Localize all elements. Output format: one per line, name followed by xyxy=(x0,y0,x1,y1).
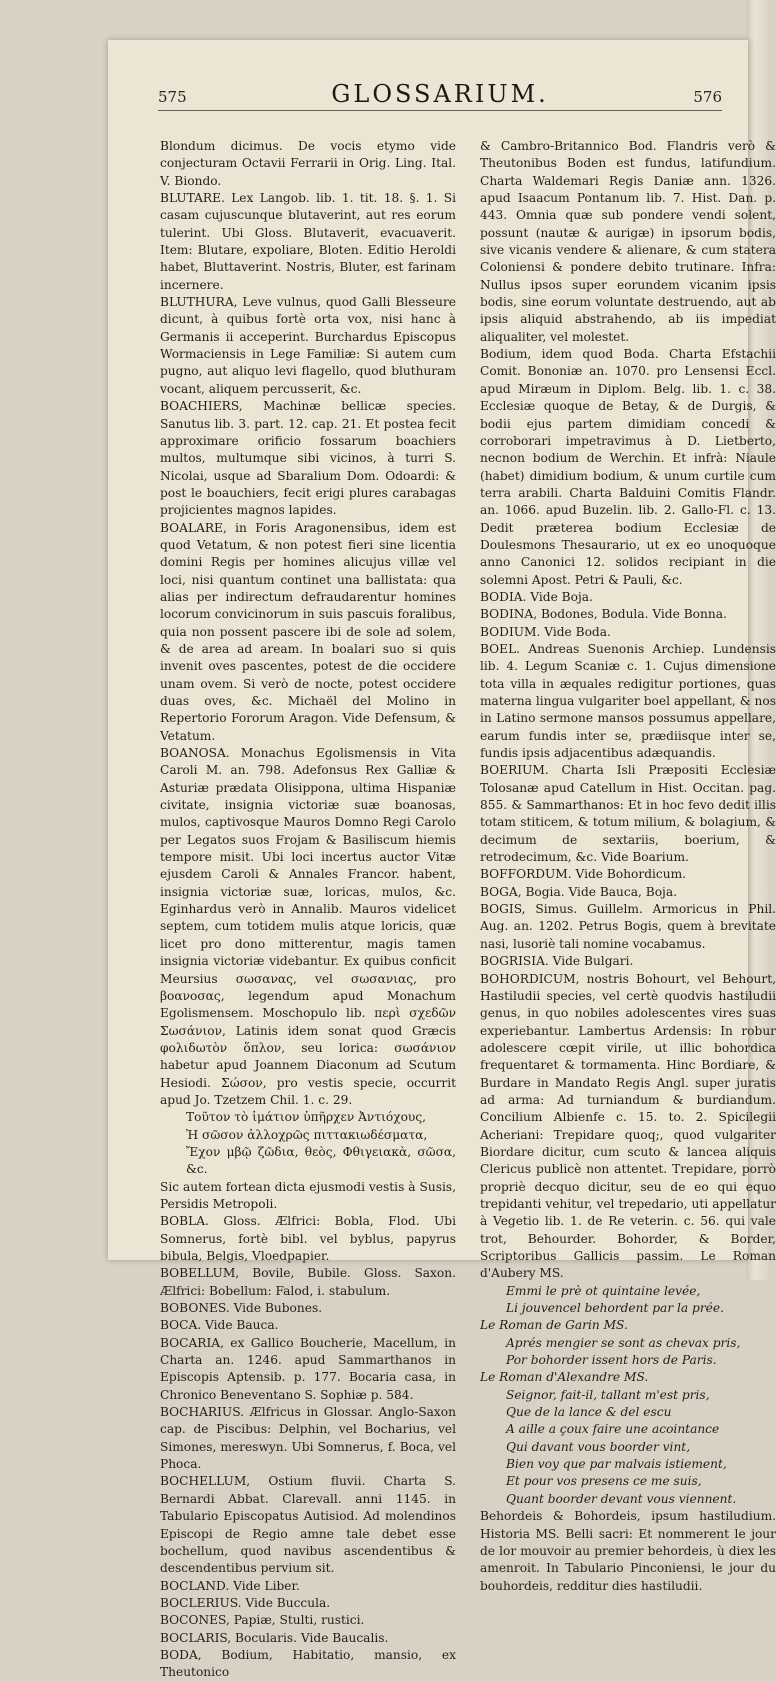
entry-boclerius: BOCLERIUS. Vide Buccula. xyxy=(160,1595,331,1610)
entry-bocaria: BOCARIA, ex Gallico Boucherie, Macellum, in Charta an. 1246. apud Sammarthanos in Episcopis Aptensib. p. 177. Bocaria casa, in Chronico Beneventano S. Sophiæ p. 584. xyxy=(160,1335,456,1402)
entry-boda: BODA, Bodium, Habitatio, mansio, ex Theutonico xyxy=(160,1647,456,1680)
entry-boffordum: BOFFORDUM. Vide Bohordicum. xyxy=(480,867,687,882)
entry-bohordicum: BOHORDICUM, nostris Bohourt, vel Behourt, Hastiludii species, vel certè quodvis hastiludii genus, in quo nobiles adolescentes vires suas experiebantur. Lambertus Ardensis: In robur adolescere cœpit virile, ut illic bohordica frequentaret & tormamenta. Hinc Bordiare, & Burdare in Mandato Regis Angl. super juratis ad arma: Ad turniandum & burdiandum. Concilium Albienfe c. 15. to. 2. Spicilegii Acheriani: Trepidare quoq;, quod vulgariter Biordare dicitur, cum scuto & lancea aliquis Clericus publicè non attentet. Trepidare, porrò propriè decquo dicitur, seu de eo qui equo trepidanti vehitur, vel trepedario, uti appellatur à Vegetio lib. 1. de Re veterin. c. 56. qui vale trot, Behourder. Bohorder, & Border, Scriptoribus Gallicis passim. Le Roman d'Aubery MS. xyxy=(480,971,776,1281)
french-verse: Emmi le prè ot quintaine levée, xyxy=(506,1283,701,1298)
french-verse: A aille a çoux faire une acointance xyxy=(506,1422,720,1437)
entry-bogrisia: BOGRISIA. Vide Bulgari. xyxy=(480,954,634,969)
french-verse: Li jouvencel behordent par la prée. xyxy=(506,1301,724,1316)
page-number-right: 576 xyxy=(693,88,722,106)
entry-blondum: Blondum dicimus. De vocis etymo vide conjecturam Octavii Ferrarii in Orig. Ling. Ital. V. Biondo. xyxy=(160,139,456,188)
right-column xyxy=(480,138,776,1593)
french-verse: Qui davant vous boorder vint, xyxy=(506,1439,691,1454)
book-page xyxy=(108,40,776,1680)
entry-boerium: BOERIUM. Charta Isli Præpositi Ecclesiæ Tolosanæ apud Catellum in Hist. Occitan. pag. 855. & Sammarthanos: Et in hoc fevo dedit illis totam stiticem, & totum milium, & bolagium, & decimum de sextariis, boerium, & retrodecimum, &c. Vide Boarium. xyxy=(480,763,776,865)
french-verse: Por bohorder issent hors de Paris. xyxy=(506,1353,717,1368)
left-column xyxy=(160,138,456,1680)
entry-bodia: BODIA. Vide Boja. xyxy=(480,589,593,604)
entry-boca: BOCA. Vide Bauca. xyxy=(160,1318,279,1333)
entry-boachiers: BOACHIERS, Machinæ bellicæ species. Sanutus lib. 3. part. 12. cap. 21. Et postea fecit approximare orificio fossarum boachiers multos, multumque sibi vicinos, à turri S. Nicolai, usque ad Sbaralium Dom. Odoardi: & post le boauchiers, fecit erigi plures carabagas projicientes magnos lapides. xyxy=(160,399,456,518)
french-verse: Et pour vos presens ce me suis, xyxy=(506,1474,702,1489)
entry-bodium-ref: BODIUM. Vide Boda. xyxy=(480,624,611,639)
entry-bocland: BOCLAND. Vide Liber. xyxy=(160,1578,300,1593)
entry-bobla: BOBLA. Gloss. Ælfrici: Bobla, Flod. Ubi Somnerus, fortè bibl. vel byblus, papyrus bibula, Belgis, Vloedpapier. xyxy=(160,1214,456,1263)
entry-bogis: BOGIS, Simus. Guillelm. Armoricus in Phil. Aug. an. 1202. Petrus Bogis, quem à brevitate nasi, lusoriè tali nomine vocabamus. xyxy=(480,902,776,951)
french-verse: Aprés mengier se sont as chevax pris, xyxy=(506,1335,741,1350)
entry-boclaris: BOCLARIS, Bocularis. Vide Baucalis. xyxy=(160,1630,389,1645)
entry-boga: BOGA, Bogia. Vide Bauca, Boja. xyxy=(480,884,677,899)
entry-bobones: BOBONES. Vide Bubones. xyxy=(160,1301,323,1316)
entry-behordeis: Behordeis & Bohordeis, ipsum hastiludium. Historia MS. Belli sacri: Et nommerent le jour de lor mouvoir au premier behordeis, ù diex les amenroit. In Tabulario Pinconiensi, le jour du bouhordeis, redditur dies hastiludii. xyxy=(480,1509,776,1593)
entry-bobellum: BOBELLUM, Bovile, Bubile. Gloss. Saxon. Ælfrici: Bobellum: Falod, i. stabulum. xyxy=(160,1266,456,1298)
entry-bodium: Bodium, idem quod Boda. Charta Efstachii Comit. Bononiæ an. 1070. pro Lensensi Eccl. apud Miræum in Diplom. Belg. lib. 1. c. 38. Ecclesiæ quoque de Betay, & de Durgis, & bodii ejus partem dimidiam concedi & corroborari impetravimus à D. Lietberto, necnon bodium de Werchin. Et infrà: Niaule (habet) dimidium bodium, & unum curtile cum terra arabili. Charta Balduini Comitis Flandr. an. 1066. apud Buzelin. lib. 2. Gallo-Fl. c. 13. Dedit præterea bodium Ecclesiæ de Doulesmons Thesaurario, ut ex eo unoquoque anno Canonici 12. solidos recipiant in die solemni Apost. Petri & Pauli, &c. xyxy=(480,347,776,587)
verse-source: Le Roman de Garin MS. xyxy=(480,1318,628,1333)
entry-boda-cont: & Cambro-Britannico Bod. Flandris verò & Theutonibus Boden est fundus, latifundium. Charta Waldemari Regis Daniæ ann. 1326. apud Isaacum Pontanum lib. 7. Hist. Dan. p. 443. Omnia quæ sub pondere vendi solent, possunt (nautæ & aurigæ) in ipsorum bodis, sive vicanis vendere & alienare, & cum statera Coloniensi & pondere debito trutinare. Infra: Nullus ipsos super eorundem vicanim ipsis bodis, sine eorum voluntate destruendo, aut ab ipsis aliquid abstrahendo, ab iis impediat aliqualiter, vel molestet. xyxy=(480,139,776,344)
entry-bodina: BODINA, Bodones, Bodula. Vide Bonna. xyxy=(480,607,727,622)
french-verse: Seignor, fait-il, tallant m'est pris, xyxy=(506,1387,710,1402)
page-header xyxy=(158,76,722,111)
verse-source: Le Roman d'Alexandre MS. xyxy=(480,1370,649,1385)
greek-verse: Ἠ σῶσον ἀλλοχρῶς πιττακιωδέσματα, xyxy=(186,1127,428,1142)
entry-bocones: BOCONES, Papiæ, Stulti, rustici. xyxy=(160,1613,365,1628)
entry-boel: BOEL. Andreas Suenonis Archiep. Lundensis lib. 4. Legum Scaniæ c. 1. Cujus dimensione tota villa in æquales redigitur portiones, quas materna lingua vulgariter boel appellant, & nos in Latino sermone mansos possumus appellare, earum fundis inter se, prædiisque inter se, fundis ipsis adjacentibus adæquandis. xyxy=(480,641,776,761)
french-verse: Que de la lance & del escu xyxy=(506,1405,672,1420)
french-verse: Bien voy que par malvais istiement, xyxy=(506,1457,727,1472)
entry-susis: Sic autem fortean dicta ejusmodi vestis à Susis, Persidis Metropoli. xyxy=(160,1179,456,1211)
page-number-left: 575 xyxy=(158,88,187,106)
greek-verse: Ἔχον μβῷ ζῶδια, θεὸς, Φθιγειακὰ, σῶσα, &c. xyxy=(186,1144,456,1177)
entry-bochellum: BOCHELLUM, Ostium fluvii. Charta S. Bernardi Abbat. Clarevall. anni 1145. in Tabulario Episcopatus Autisiod. Ad molendinos Episcopi de Regio amne tale debet esse bochellum, quod navibus ascendentibus & descendentibus pervium sit. xyxy=(160,1474,456,1576)
running-title: GLOSSARIUM. xyxy=(331,80,549,108)
french-verse: Quant boorder devant vous viennent. xyxy=(506,1491,737,1506)
entry-blutare: BLUTARE. Lex Langob. lib. 1. tit. 18. §. 1. Si casam cujuscunque blutaverint, aut res eorum tulerint. Ubi Gloss. Blutaverit, evacuaverit. Item: Blutare, expoliare, Bloten. Editio Heroldi habet, Bluttaverint. Nostris, Bluter, est farinam incernere. xyxy=(160,191,456,292)
entry-bluthura: BLUTHURA, Leve vulnus, quod Galli Blesseure dicunt, à quibus fortè orta vox, nisi hanc à Germanis ii acceperint. Burchardus Episcopus Wormaciensis in Lege Familiæ: Si autem cum pugno, aut aliquo levi flagello, quod bluthuram vocant, aliquem percusserit, &c. xyxy=(160,295,456,396)
greek-verse: Τοῦτον τὸ ἱμάτιον ὑπῆρχεν Ἀντιόχους, xyxy=(186,1110,427,1125)
entry-boalare: BOALARE, in Foris Aragonensibus, idem est quod Vetatum, & non potest fieri sine licentia domini Regis per homines alicujus villæ vel loci, nisi quantum continet una ballistata: qua alias per indirectum defraudarentur homines locorum convicinorum in suis pascuis foralibus, quia non possent pascere ibi de sole ad solem, & de area ad aream. In boalari suo si quis invenit oves pascentes, potest de die occidere unam ovem. Si verò de nocte, potest occidere duas oves, &c. Michaël del Molino in Repertorio Fororum Aragon. Vide Defensum, & Vetatum. xyxy=(160,520,456,743)
entry-bocharius: BOCHARIUS. Ælfricus in Glossar. Anglo-Saxon cap. de Piscibus: Delphin, vel Bocharius, vel Simones, mereswyn. Ubi Somnerus, f. Boca, vel Phoca. xyxy=(160,1405,456,1472)
entry-boanosa: BOANOSA. Monachus Egolismensis in Vita Caroli M. an. 798. Adefonsus Rex Galliæ & Asturiæ prædata Olisippona, ultima Hispaniæ civitate, insignia victoriæ suæ boanosas, mulos, captivosque Mauros Domno Regi Carolo per Legatos suos Frojam & Basiliscum hiemis tempore misit. Ubi loci incertus auctor Vitæ ejusdem Caroli & Annales Francor. habent, insignia victoriæ suæ, loricas, mulos, &c. Eginhardus verò in Annalib. Mauros videlicet septem, cum totidem mulis atque loricis, quæ licet pro dono mitterentur, magis tamen insignia victoriæ videbantur. Ex quibus conficit Meursius σωσανας, vel σωσανιας, pro βοανοσας, legendum apud Monachum Egolismensem. Moschopulo lib. περὶ σχεδῶν Σωσάνιον, Latinis idem sonat quod Græcis φολιδωτὸν ὅπλον, seu lorica: σωσάνιον habetur apud Joannem Diaconum ad Scutum Hesiodi. Σώσον, pro vestis specie, occurrit apud Jo. Tzetzem Chil. 1. c. 29. xyxy=(160,746,456,1107)
